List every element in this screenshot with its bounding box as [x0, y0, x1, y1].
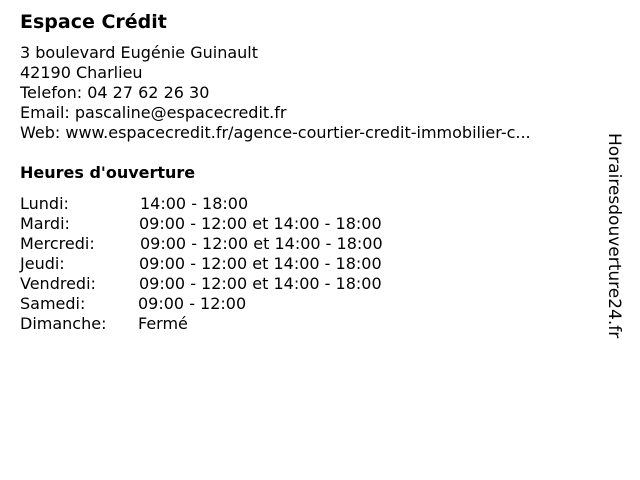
address-street: 3 boulevard Eugénie Guinault: [20, 43, 259, 62]
hours-row-thursday: [20, 254, 580, 274]
day-hours: 09:00 - 12:00 et 14:00 - 18:00: [140, 234, 383, 253]
day-hours: Fermé: [138, 314, 188, 333]
day-label: Mardi:: [20, 214, 70, 233]
day-hours: 09:00 - 12:00 et 14:00 - 18:00: [139, 214, 382, 233]
phone-line: Telefon: 04 27 62 26 30: [20, 83, 210, 102]
day-hours: 09:00 - 12:00: [138, 294, 247, 313]
email-line: Email: pascaline@espacecredit.fr: [20, 103, 287, 122]
hours-row-friday: [20, 274, 580, 294]
business-name: Espace Crédit: [20, 11, 167, 33]
hours-table: [20, 194, 580, 334]
hours-row-monday: [20, 194, 580, 214]
day-label: Mercredi:: [20, 234, 95, 253]
hours-row-saturday: [20, 294, 580, 314]
address-city: 42190 Charlieu: [20, 63, 143, 82]
hours-row-tuesday: [20, 214, 580, 234]
web-line: Web: www.espacecredit.fr/agence-courtier-credit-immobilier-c...: [20, 123, 531, 142]
hours-row-sunday: [20, 314, 580, 334]
site-watermark: Horairesdouverture24.fr: [604, 133, 624, 339]
day-hours: 09:00 - 12:00 et 14:00 - 18:00: [139, 274, 382, 293]
day-label: Vendredi:: [20, 274, 96, 293]
contact-info: [20, 43, 531, 143]
day-label: Dimanche:: [20, 314, 107, 333]
day-label: Samedi:: [20, 294, 86, 313]
hours-heading: Heures d'ouverture: [20, 163, 196, 182]
day-hours: 14:00 - 18:00: [140, 194, 249, 213]
hours-row-wednesday: [20, 234, 580, 254]
day-hours: 09:00 - 12:00 et 14:00 - 18:00: [139, 254, 382, 273]
day-label: Jeudi:: [20, 254, 65, 273]
day-label: Lundi:: [20, 194, 69, 213]
